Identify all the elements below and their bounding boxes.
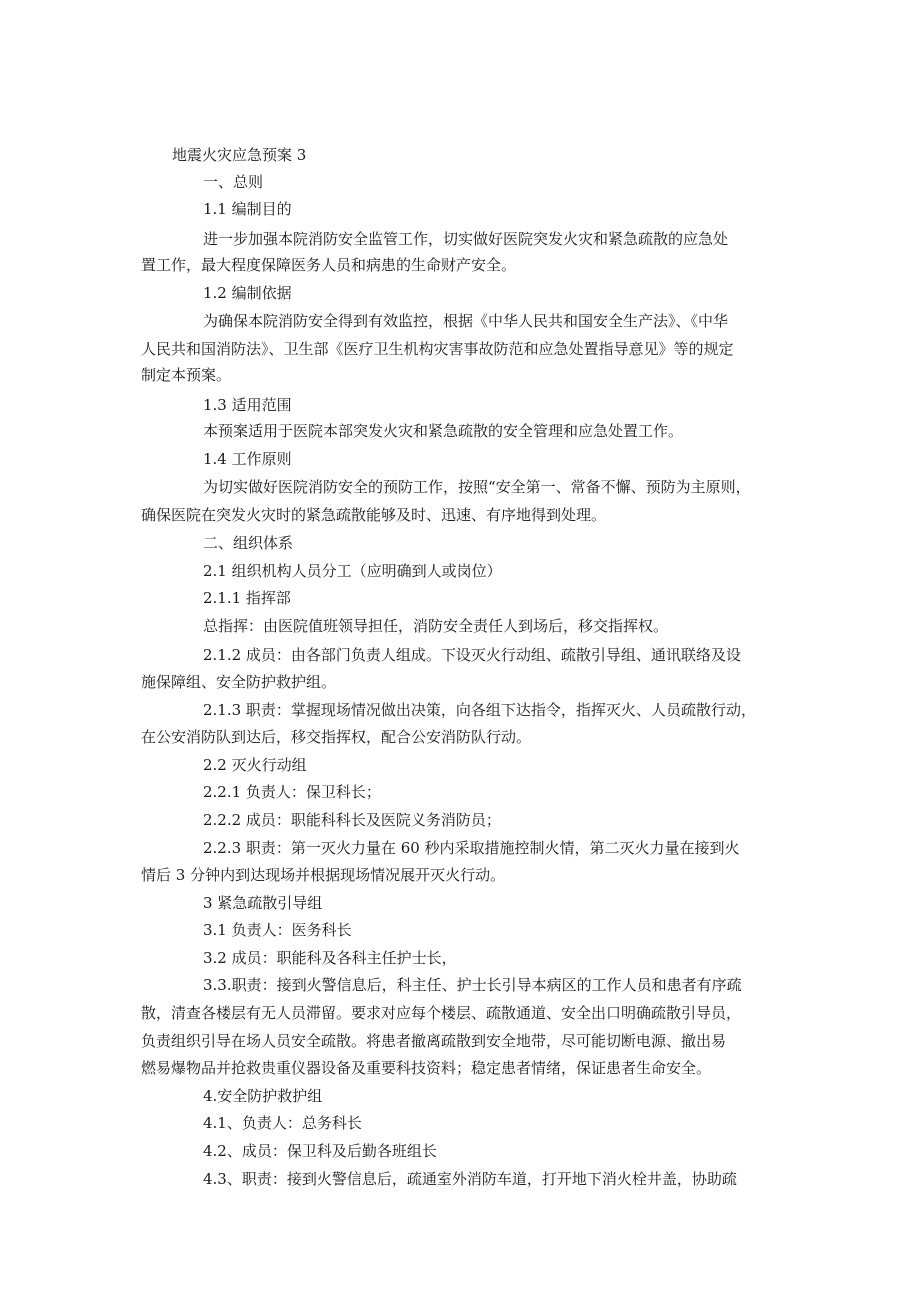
paragraph-line: 在公安消防队到达后，移交指挥权，配合公安消防队行动。 [141, 728, 532, 746]
subsection-heading: 2.1 组织机构人员分工（应明确到人或岗位） [203, 562, 502, 580]
paragraph-line: 4.3、职责：接到火警信息后，疏通室外消防车道，打开地下消火栓井盖，协助疏 [203, 1170, 737, 1188]
section-heading: 一、总则 [203, 173, 264, 191]
paragraph-line: 本预案适用于医院本部突发火灾和紧急疏散的安全管理和应急处置工作。 [203, 422, 684, 440]
subsection-heading: 1.1 编制目的 [203, 200, 292, 218]
paragraph-line: 2.2.1 负责人：保卫科长； [203, 783, 381, 801]
subsection-heading: 2.1.1 指挥部 [203, 589, 291, 607]
paragraph-line: 3.3.职责：接到火警信息后，科主任、护士长引导本病区的工作人员和患者有序疏 [203, 976, 742, 994]
paragraph-line: 2.2.2 成员：职能科科长及医院义务消防员； [203, 811, 501, 829]
subsection-heading: 4.安全防护救护组 [203, 1087, 323, 1105]
paragraph-line: 置工作，最大程度保障医务人员和病患的生命财产安全。 [141, 256, 517, 274]
paragraph-line: 情后 3 分钟内到达现场并根据现场情况展开灭火行动。 [141, 866, 506, 884]
paragraph-line: 负责组织引导在场人员安全疏散。将患者撤离疏散到安全地带，尽可能切断电源、撤出易 [141, 1032, 727, 1050]
paragraph-line: 2.2.3 职责：第一灭火力量在 60 秒内采取措施控制火情，第二灭火力量在接到火 [203, 839, 740, 857]
paragraph-line: 4.2、成员：保卫科及后勤各班组长 [203, 1142, 437, 1160]
paragraph-line: 2.1.2 成员：由各部门负责人组成。下设灭火行动组、疏散引导组、通讯联络及设 [203, 646, 741, 664]
subsection-heading: 3 紧急疏散引导组 [203, 894, 323, 912]
paragraph-line: 散，清查各楼层有无人员滞留。要求对应每个楼层、疏散通道、安全出口明确疏散引导员， [141, 1004, 742, 1022]
subsection-heading: 1.4 工作原则 [203, 450, 292, 468]
paragraph-line: 确保医院在突发火灾时的紧急疏散能够及时、迅速、有序地得到处理。 [141, 506, 607, 524]
paragraph-line: 为切实做好医院消防安全的预防工作，按照“安全第一、常备不懈、预防为主原则， [203, 478, 751, 496]
paragraph-line: 人民共和国消防法》、卫生部《医疗卫生机构灾害事故防范和应急处置指导意见》等的规定 [141, 340, 734, 358]
paragraph-line: 4.1、负责人：总务科长 [203, 1114, 362, 1132]
paragraph-line: 制定本预案。 [141, 366, 232, 384]
subsection-heading: 1.3 适用范围 [203, 396, 292, 414]
paragraph-line: 施保障组、安全防护救护组。 [141, 673, 337, 691]
paragraph-line: 3.2 成员：职能科及各科主任护士长， [203, 949, 457, 967]
paragraph-line: 燃易爆物品并抢救贵重仪器设备及重要科技资料；稳定患者情绪，保证患者生命安全。 [141, 1059, 712, 1077]
subsection-heading: 1.2 编制依据 [203, 284, 292, 302]
paragraph-line: 2.1.3 职责：掌握现场情况做出决策，向各组下达指令，指挥灭火、人员疏散行动， [203, 701, 756, 719]
subsection-heading: 2.2 灭火行动组 [203, 756, 307, 774]
paragraph-line: 总指挥：由医院值班领导担任，消防安全责任人到场后，移交指挥权。 [203, 617, 669, 635]
section-heading: 二、组织体系 [203, 534, 294, 552]
paragraph-line: 3.1 负责人：医务科长 [203, 921, 352, 939]
document-title: 地震火灾应急预案 3 [172, 146, 307, 164]
paragraph-line: 为确保本院消防安全得到有效监控，根据《中华人民共和国安全生产法》、《中华 [203, 312, 729, 330]
paragraph-line: 进一步加强本院消防安全监管工作，切实做好医院突发火灾和紧急疏散的应急处 [203, 230, 729, 248]
